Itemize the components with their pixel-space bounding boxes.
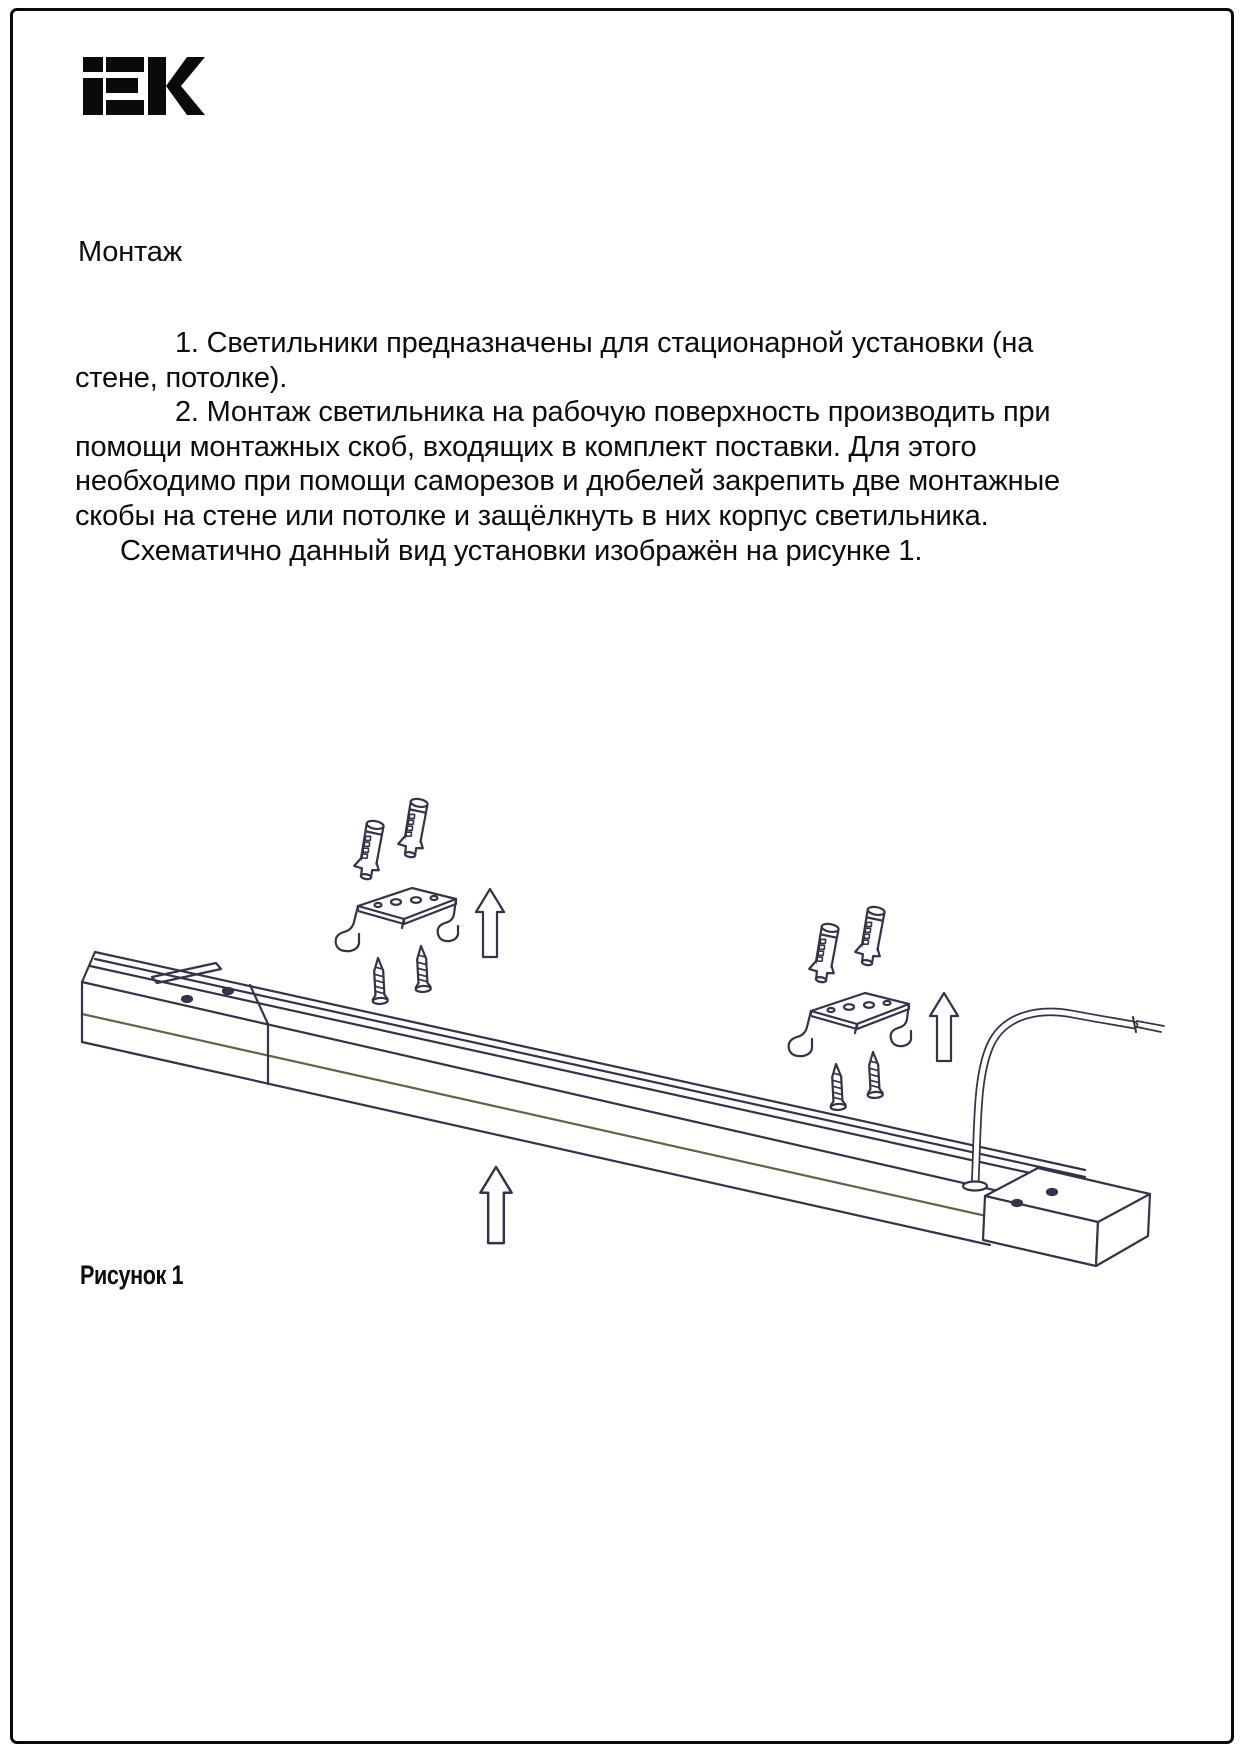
mounting-bracket-left: [336, 888, 458, 951]
wall-dowel: [396, 797, 431, 859]
screw: [371, 958, 388, 1005]
paragraph-line: стене, потолке).: [75, 361, 288, 394]
up-arrow-icon: [480, 1167, 511, 1243]
wall-dowel: [853, 905, 888, 967]
wall-dowel: [807, 922, 842, 984]
up-arrow-icon: [476, 889, 504, 957]
screw: [829, 1064, 846, 1111]
paragraph-line: необходимо при помощи саморезов и дюбелей закрепить две монтажные: [75, 465, 1060, 498]
power-cable: [963, 1012, 1164, 1191]
mounting-bracket-right: [789, 993, 911, 1056]
paragraph-line: 1. Светильники предназначены для стационарной установки (на: [175, 327, 1034, 359]
paragraph-line: Схематично данный вид установки изображён на рисунке 1.: [120, 534, 923, 567]
screw: [414, 946, 431, 993]
paragraph-line: 2. Монтаж светильника на рабочую поверхность производить при: [175, 396, 1051, 429]
paragraph-line: помощи монтажных скоб, входящих в комплект поставки. Для этого: [75, 430, 977, 463]
figure-caption: Рисунок 1: [80, 1260, 184, 1290]
wall-dowel: [352, 819, 387, 881]
section-heading: Монтаж: [78, 236, 182, 268]
luminaire-body: [82, 952, 1150, 1266]
screw: [866, 1052, 883, 1099]
paragraph-line: скобы на стене или потолке и защёлкнуть в них корпус светильника.: [75, 499, 989, 532]
up-arrow-icon: [930, 993, 958, 1061]
